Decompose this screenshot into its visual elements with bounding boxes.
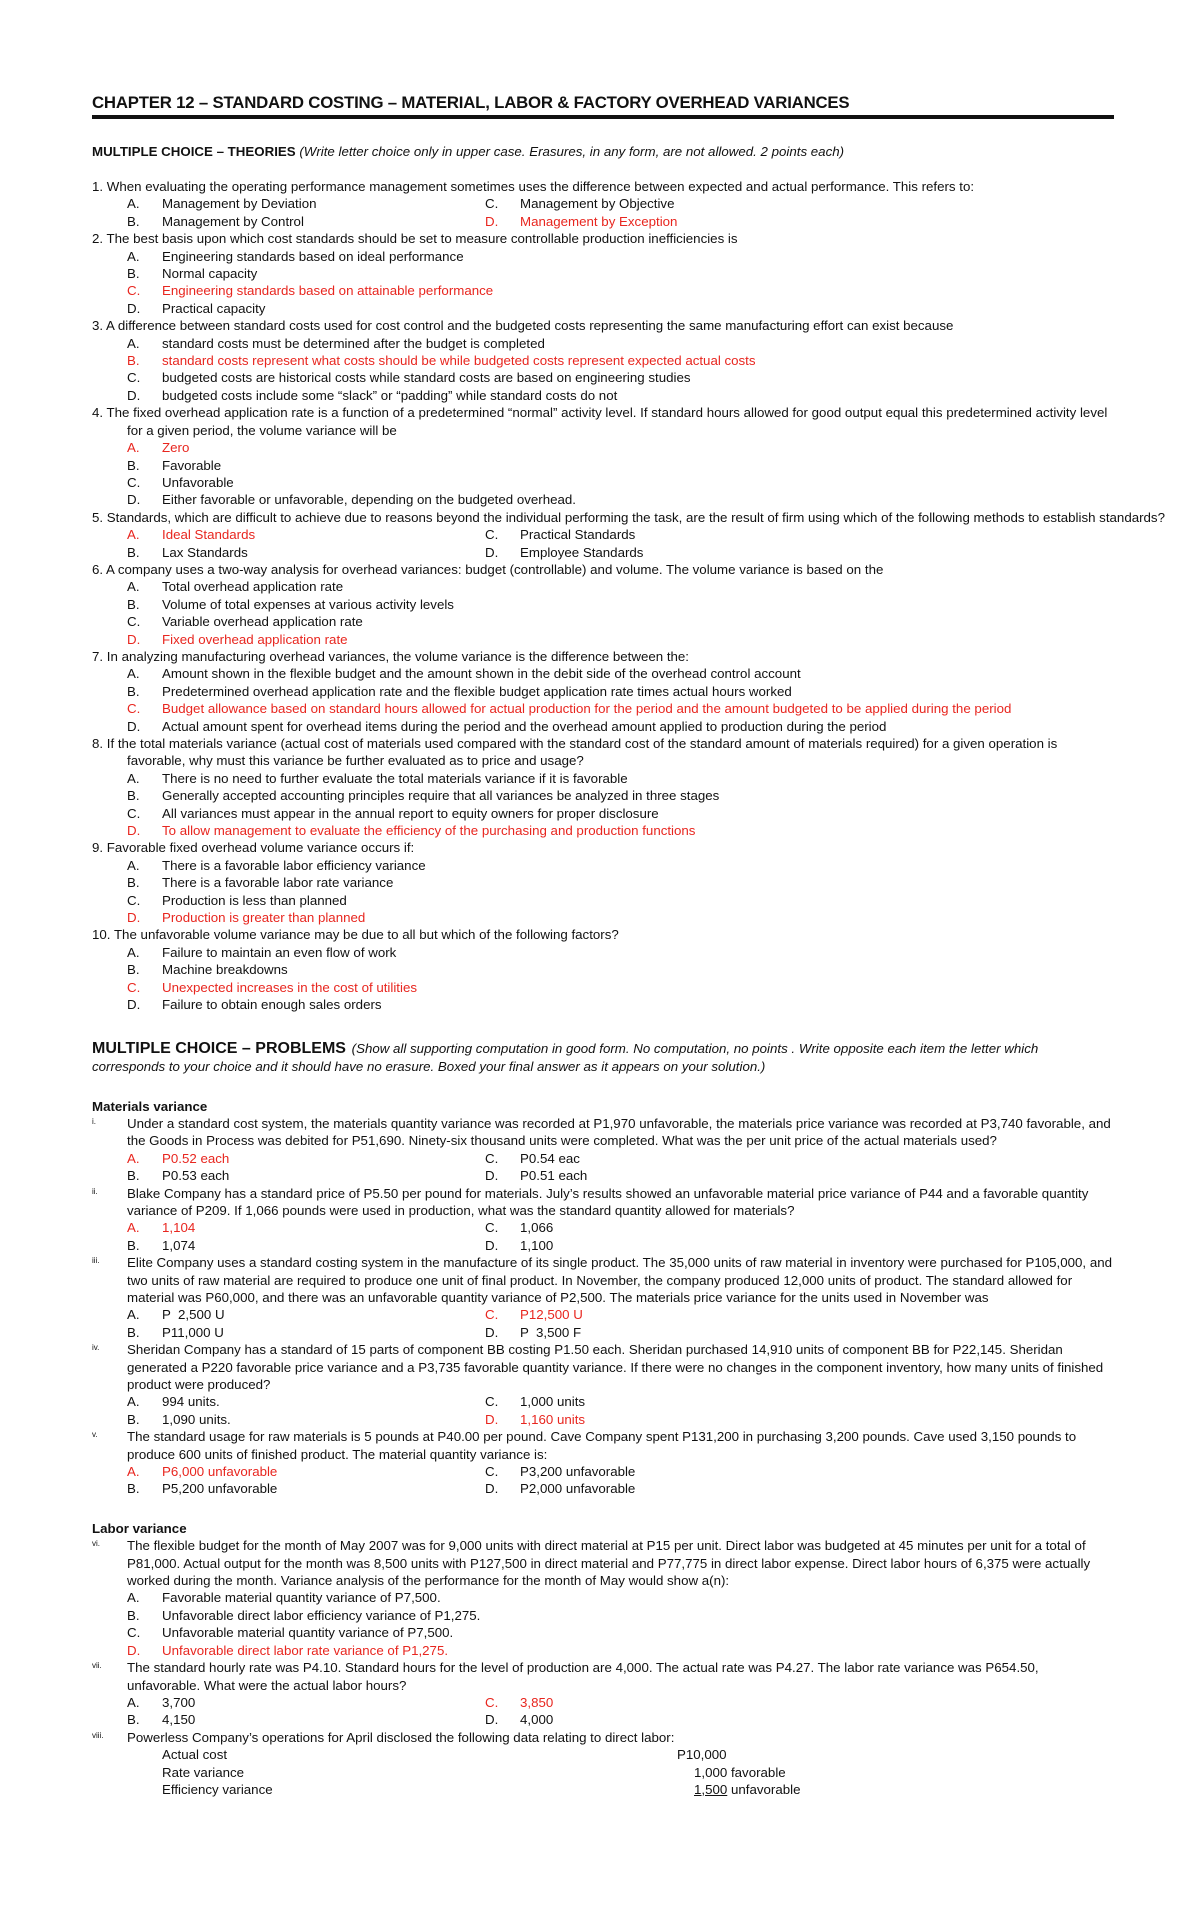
option-b: B. Predetermined overhead application rate and the flexible budget application rate times actual hours worked [127, 683, 792, 699]
problem-iii-options [92, 1306, 1114, 1341]
option-a: A. P 2,500 U [127, 1307, 225, 1323]
option-a-answer: A. P6,000 unfavorable [127, 1464, 278, 1480]
question-3: 3. A difference between standard costs used for cost control and the budgeted costs representing the same manufacturing effort can exist because [92, 318, 954, 334]
option-d: D. P 3,500 F [485, 1324, 582, 1340]
problem-v-options [92, 1463, 1114, 1498]
option-a-answer: A. Zero [127, 440, 190, 456]
option-a: A. Total overhead application rate [127, 579, 344, 595]
problem-iv-options [92, 1393, 1114, 1428]
option-d-answer: D. Unfavorable direct labor rate variance of P1,275. [127, 1642, 449, 1658]
title-rule [92, 115, 1114, 119]
option-d: D. 1,100 [485, 1237, 554, 1253]
option-c: C. Practical Standards [485, 527, 636, 543]
question-10: 10. The unfavorable volume variance may be due to all but which of the following factors? [92, 927, 619, 943]
option-d: D. 4,000 [485, 1712, 554, 1728]
option-d: D. Practical capacity [127, 300, 266, 316]
option-a: A. standard costs must be determined after the budget is completed [127, 335, 545, 351]
option-d-answer: D. To allow management to evaluate the efficiency of the purchasing and production functions [127, 823, 696, 839]
option-d: D. budgeted costs include some “slack” or “padding” while standard costs do not [127, 387, 618, 403]
option-a: A. Favorable material quantity variance of P7,500. [127, 1590, 441, 1606]
problem-ii: ii. Blake Company has a standard price of P5.50 per pound for materials. July’s results showed an unfavorable material price variance of P44 and a favorable quantity variance of P209. If 1,066 pounds were used in production, what was the standard quantity allowed for materials? [92, 1185, 1089, 1218]
option-a: A. There is no need to further evaluate the total materials variance if it is favorable [127, 770, 628, 786]
option-c: C. Management by Objective [485, 196, 675, 212]
question-2: 2. The best basis upon which cost standards should be set to measure controllable production inefficiencies is [92, 231, 738, 247]
question-5-options [92, 526, 1114, 561]
option-a: A. 3,700 [127, 1694, 196, 1710]
problem-ii-options [92, 1219, 1114, 1254]
option-d: D. P2,000 unfavorable [485, 1481, 636, 1497]
option-a: A. Amount shown in the flexible budget and the amount shown in the debit side of the overhead control account [127, 666, 801, 682]
question-8: 8. If the total materials variance (actual cost of materials used compared with the standard cost of the standard amount of materials required) for a given operation is favorable, why must this variance be further evaluated as to price and usage? [92, 736, 1058, 769]
document-page [92, 93, 1165, 1798]
option-c-answer: C. 3,850 [485, 1694, 554, 1710]
option-a: A. Failure to maintain an even flow of work [127, 944, 397, 960]
problem-iv: iv. Sheridan Company has a standard of 15 parts of component BB costing P1.50 each. Sheridan purchased 14,910 units of component BB for P22,145. Sheridan generated a P220 favorable price variance and a P3,735 favorable quantity variance. If there were no changes in the component inventory, how many units of finished product were produced? [92, 1342, 1104, 1392]
option-c: C. Variable overhead application rate [127, 614, 363, 630]
option-b-answer: B. standard costs represent what costs should be while budgeted costs represent expected actual costs [127, 353, 756, 369]
row-value: P10,000 [677, 1747, 727, 1763]
chapter-title: CHAPTER 12 – STANDARD COSTING – MATERIAL, LABOR & FACTORY OVERHEAD VARIANCES [92, 93, 850, 112]
option-d: D. Actual amount spent for overhead items during the period and the overhead amount applied to production during the period [127, 718, 887, 734]
option-b: B. 1,074 [127, 1237, 196, 1253]
theories-heading-line [92, 143, 1114, 161]
row-label: Rate variance [162, 1764, 245, 1780]
question-7: 7. In analyzing manufacturing overhead variances, the volume variance is the difference between the: [92, 648, 689, 664]
option-b: B. Machine breakdowns [127, 962, 288, 978]
problems-instruction: (Show all supporting computation in good form. No computation, no points . Write opposite each item the letter which corresponds to your choice and it should have no erasure. Boxed your final answer as it appears on your solution.) [92, 1040, 1039, 1074]
option-b: B. Generally accepted accounting principles require that all variances be analyzed in three stages [127, 788, 720, 804]
labor-variance-heading: Labor variance [92, 1520, 187, 1536]
theory-list [92, 178, 1165, 1014]
problem-vi: vi. The flexible budget for the month of May 2007 was for 9,000 units with direct material at P15 per unit. Direct labor was budgeted at 45 minutes per unit for a total of P81,000. Actual output for the month was 8,500 units with P127,500 in direct material and P77,775 in direct labor expense. Direct labor hours of 6,375 were actually worked during the month. Variance analysis of the performance for the month of May would show a(n): [92, 1538, 1091, 1589]
option-b: B. Lax Standards [127, 544, 248, 560]
option-d: D. Either favorable or unfavorable, depending on the budgeted overhead. [127, 492, 576, 508]
option-a-answer: A. 1,104 [127, 1220, 196, 1236]
problem-iii: iii. Elite Company uses a standard costing system in the manufacture of its single product. The 35,000 units of raw material in inventory were purchased for P105,000, and two units of raw material are required to produce one unit of final product. In November, the company produced 12,000 units of product. The standard allowed for material was P60,000, and there was an unfavorable quantity variance of P2,500. The materials price variance for the units used in November was [92, 1255, 1113, 1305]
theories-heading: MULTIPLE CHOICE – THEORIES [92, 144, 296, 159]
problem-i-options [92, 1150, 1114, 1185]
option-c: C. budgeted costs are historical costs while standard costs are based on engineering studies [127, 370, 691, 386]
problem-viii: viii. Powerless Company’s operations for April disclosed the following data relating to direct labor: [92, 1729, 675, 1745]
row-label: Actual cost [162, 1747, 228, 1763]
option-c: C. Unfavorable [127, 474, 234, 490]
option-c: C. 1,000 units [485, 1394, 586, 1410]
option-d-answer: D. Management by Exception [485, 213, 678, 229]
option-b: B. There is a favorable labor rate variance [127, 875, 394, 891]
row-label: Efficiency variance [162, 1781, 273, 1797]
problem-vii: vii. The standard hourly rate was P4.10. Standard hours for the level of production are 4,000. The actual rate was P4.27. The labor rate variance was P654.50, unfavorable. What were the actual labor hours? [92, 1660, 1039, 1693]
option-c-answer: C. Budget allowance based on standard hours allowed for actual production for the period and the amount budgeted to be applied during the period [127, 701, 1012, 717]
option-a: A. Management by Deviation [127, 196, 317, 212]
option-c: C. P0.54 eac [485, 1150, 580, 1166]
option-c: C. Production is less than planned [127, 892, 347, 908]
problem-v: v. The standard usage for raw materials is 5 pounds at P40.00 per pound. Cave Company spent P131,200 in purchasing 3,200 pounds. Cave used 3,150 pounds to produce 600 units of finished product. The material quantity variance is: [92, 1429, 1077, 1462]
option-d: D. Employee Standards [485, 544, 644, 560]
option-b: B. Management by Control [127, 213, 304, 229]
materials-variance-heading: Materials variance [92, 1098, 208, 1114]
problem-vii-options [92, 1694, 1114, 1729]
question-6: 6. A company uses a two-way analysis for overhead variances: budget (controllable) and volume. The volume variance is based on the [92, 561, 884, 577]
option-d: D. P0.51 each [485, 1168, 588, 1184]
option-b: B. P11,000 U [127, 1324, 224, 1340]
option-b: B. Favorable [127, 457, 222, 473]
option-b: B. 1,090 units. [127, 1411, 231, 1427]
option-b: B. Unfavorable direct labor efficiency variance of P1,275. [127, 1607, 481, 1623]
theories-instruction: (Write letter choice only in upper case. Erasures, in any form, are not allowed. 2 points each) [299, 144, 845, 159]
option-a-answer: A. P0.52 each [127, 1150, 230, 1166]
option-b: B. P5,200 unfavorable [127, 1481, 278, 1497]
problem-i: i. Under a standard cost system, the materials quantity variance was recorded at P1,970 unfavorable, the materials price variance was recorded at P3,740 favorable, and the Goods in Process was debited for P51,690. Ninety-six thousand units were completed. What was the per unit price of the actual materials used? [92, 1115, 1111, 1149]
option-b: B. P0.53 each [127, 1168, 230, 1184]
option-c: C. All variances must appear in the annual report to equity owners for proper disclosure [127, 805, 659, 821]
option-a: A. 994 units. [127, 1394, 220, 1410]
option-b: B. Normal capacity [127, 266, 258, 282]
option-d-answer: D. Production is greater than planned [127, 910, 366, 926]
option-a-answer: A. Ideal Standards [127, 527, 256, 543]
option-a: A. There is a favorable labor efficiency variance [127, 857, 426, 873]
question-1: 1. When evaluating the operating performance management sometimes uses the difference between expected and actual performance. This refers to: [92, 179, 975, 194]
problems-heading-block [92, 1040, 1114, 1076]
option-d-answer: D. Fixed overhead application rate [127, 631, 348, 647]
option-c-answer: C. Engineering standards based on attainable performance [127, 283, 494, 299]
option-d-answer: D. 1,160 units [485, 1411, 586, 1427]
option-b: B. Volume of total expenses at various activity levels [127, 596, 454, 612]
option-c: C. P3,200 unfavorable [485, 1464, 636, 1480]
option-b: B. 4,150 [127, 1712, 196, 1728]
option-a: A. Engineering standards based on ideal performance [127, 248, 464, 264]
problems-heading: MULTIPLE CHOICE – PROBLEMS [92, 1039, 346, 1057]
question-4: 4. The fixed overhead application rate is a function of a predetermined “normal” activity level. If standard hours allowed for good output equal this predetermined activity level for a given period, the volume variance will be [92, 405, 1108, 438]
option-c-answer: C. Unexpected increases in the cost of utilities [127, 979, 417, 995]
question-9: 9. Favorable fixed overhead volume variance occurs if: [92, 840, 415, 856]
direct-labor-data-table [92, 1746, 1114, 1798]
row-value: 1,500 unfavorable [694, 1781, 801, 1797]
option-c-answer: C. P12,500 U [485, 1307, 583, 1323]
question-1-options [92, 195, 1114, 230]
row-value: 1,000 favorable [694, 1764, 786, 1780]
option-c: C. 1,066 [485, 1220, 554, 1236]
option-c: C. Unfavorable material quantity variance of P7,500. [127, 1625, 454, 1641]
option-d: D. Failure to obtain enough sales orders [127, 997, 382, 1013]
question-5: 5. Standards, which are difficult to achieve due to reasons beyond the individual performing the task, are the result of firm using which of the following methods to establish standards? [92, 509, 1165, 525]
